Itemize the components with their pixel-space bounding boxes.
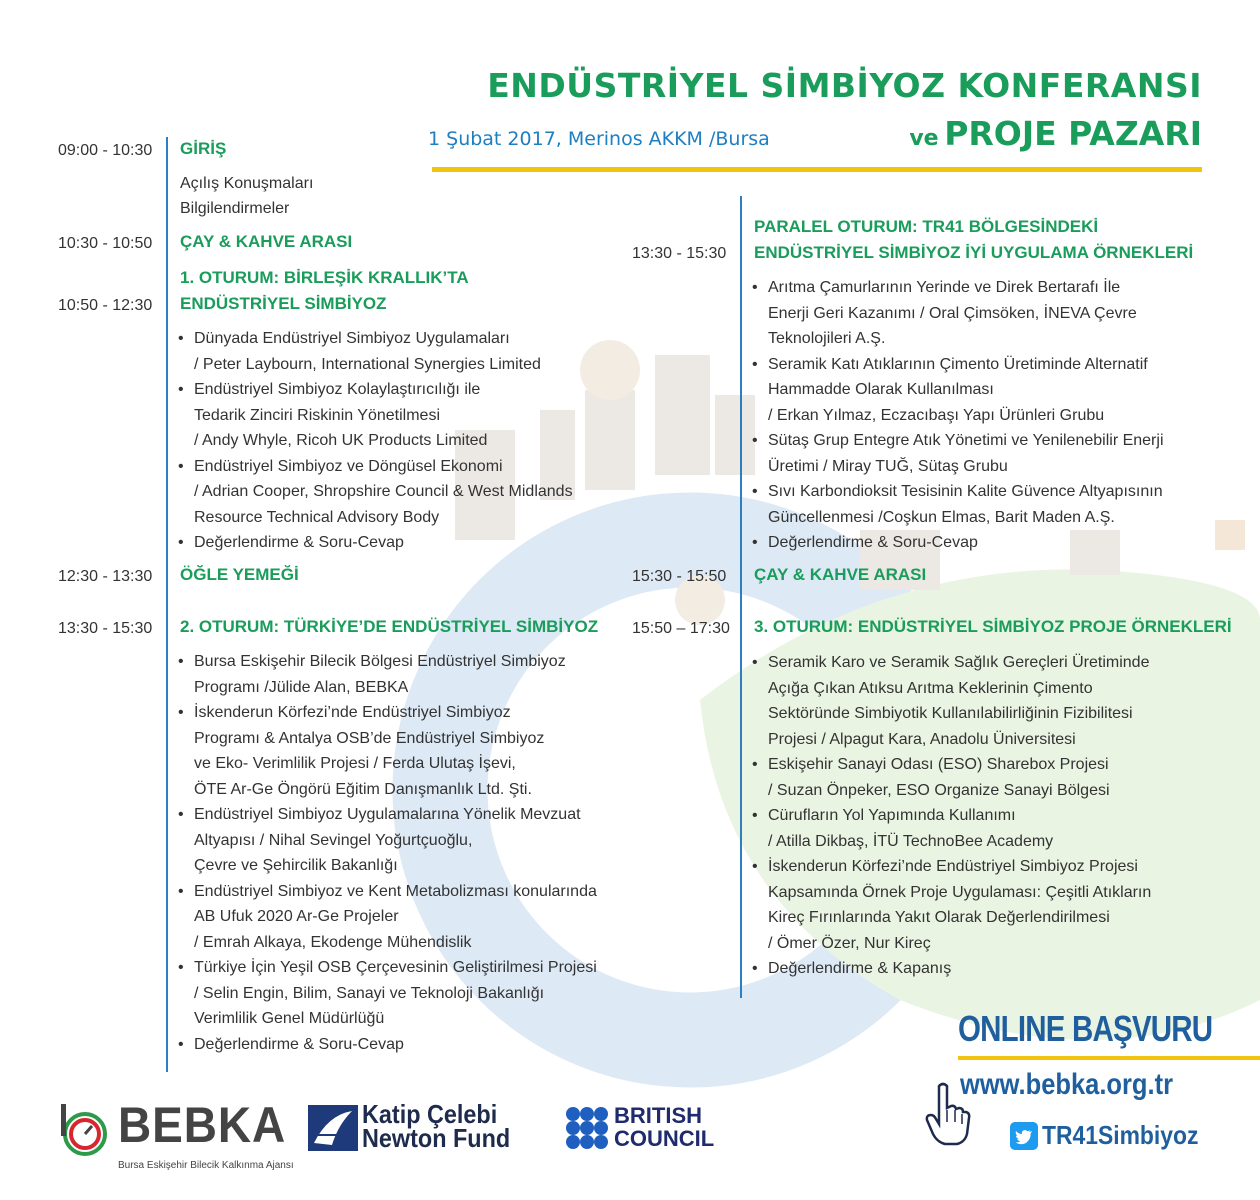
twitter-icon	[1010, 1122, 1038, 1150]
list-item: • Arıtma Çamurlarının Yerinde ve Direk Bertarafı İle Enerji Geri Kazanımı / Oral Çimsöken, İNEVA Çevre Teknolojileri A.Ş.	[752, 275, 1164, 352]
time-ogle: 12:30 - 13:30	[58, 568, 153, 585]
section-cay2: ÇAY & KAHVE ARASI	[754, 565, 927, 584]
online-application-heading: ONLINE BAŞVURU	[958, 1008, 1213, 1049]
bebka-logo-icon	[58, 1102, 108, 1158]
time-cay2: 15:30 - 15:50	[632, 568, 727, 585]
section-ogle: ÖĞLE YEMEĞİ	[180, 565, 299, 584]
oturum1-list	[178, 326, 573, 556]
katip-celebi-newton-fund	[362, 1099, 511, 1153]
oturum2-list	[178, 649, 597, 1057]
giris-item-1: Açılış Konuşmaları	[180, 175, 314, 192]
list-item: • Sütaş Grup Entegre Atık Yönetimi ve Yenilenebilir Enerji Üretimi / Miray TUĞ, Sütaş Grubu	[752, 428, 1164, 479]
hand-cursor-icon	[925, 1082, 971, 1146]
katip-name-line2: Newton Fund	[362, 1123, 511, 1153]
british-council-logo-icon	[565, 1106, 609, 1150]
oturum3-list	[752, 650, 1151, 982]
list-item: • Değerlendirme & Kapanış	[752, 956, 1151, 982]
bebka-subtitle: Bursa Eskişehir Bilecik Kalkınma Ajansı	[118, 1160, 294, 1171]
list-item: • Cürufların Yol Yapımında Kullanımı / Atilla Dikbaş, İTÜ TechnoBee Academy	[752, 803, 1151, 854]
list-item: • İskenderun Körfezi’nde Endüstriyel Simbiyoz Programı & Antalya OSB’de Endüstriyel Simbiyoz ve Eko- Verimlilik Projesi / Ferda Ulutaş İşevi, ÖTE Ar-Ge Öngörü Eğitim Danışmanlık Ltd. Şti.	[178, 700, 597, 802]
list-item: • Endüstriyel Simbiyoz Uygulamalarına Yönelik Mevzuat Altyapısı / Nihal Sevingel Yoğurtçuoğlu, Çevre ve Şehircilik Bakanlığı	[178, 802, 597, 879]
section-giris: GİRİŞ	[180, 139, 227, 158]
section-cay1: ÇAY & KAHVE ARASI	[180, 232, 353, 251]
title-ve: ve	[909, 126, 939, 151]
section-oturum1-l1: 1. OTURUM: BİRLEŞİK KRALLIK’TA	[180, 268, 469, 287]
time-oturum3: 15:50 – 17:30	[632, 620, 730, 637]
list-item: • Eskişehir Sanayi Odası (ESO) Sharebox Projesi / Suzan Önpeker, ESO Organize Sanayi Bölgesi	[752, 752, 1151, 803]
right-timeline-line	[740, 196, 742, 998]
section-paralel-l2: ENDÜSTRİYEL SİMBİYOZ İYİ UYGULAMA ÖRNEKLERİ	[754, 243, 1194, 262]
list-item: • Değerlendirme & Soru-Cevap	[178, 530, 573, 556]
list-item: • Endüstriyel Simbiyoz Kolaylaştırıcılığı ile Tedarik Zinciri Riskinin Yönetilmesi / Andy Whyle, Ricoh UK Products Limited	[178, 377, 573, 454]
giris-item-2: Bilgilendirmeler	[180, 200, 290, 217]
list-item: • Değerlendirme & Soru-Cevap	[178, 1032, 597, 1058]
section-oturum1-l2: ENDÜSTRİYEL SİMBİYOZ	[180, 294, 387, 313]
time-oturum1: 10:50 - 12:30	[58, 297, 153, 314]
date-location: 1 Şubat 2017, Merinos AKKM /Bursa	[428, 128, 770, 150]
british-council-name	[614, 1104, 714, 1150]
left-timeline-line	[166, 137, 168, 1072]
header-divider	[432, 167, 1202, 172]
conference-title-line2	[800, 114, 1202, 153]
list-item: • Endüstriyel Simbiyoz ve Döngüsel Ekonomi / Adrian Cooper, Shropshire Council & West Midlands Resource Technical Advisory Body	[178, 454, 573, 531]
time-paralel: 13:30 - 15:30	[632, 245, 727, 262]
bc-name-line1: BRITISH	[614, 1103, 702, 1128]
list-item: • Seramik Katı Atıklarının Çimento Üretiminde Alternatif Hammadde Olarak Kullanılması / Erkan Yılmaz, Eczacıbaşı Yapı Ürünleri Grubu	[752, 352, 1164, 429]
list-item: • Seramik Karo ve Seramik Sağlık Gereçleri Üretiminde Açığa Çıkan Atıksu Arıtma Keklerinin Çimento Sektöründe Simbiyotik Kullanılabilirliğinin Fizibilitesi Projesi / Alpagut Kara, Anadolu Üniversitesi	[752, 650, 1151, 752]
katip-name-line1: Katip Çelebi	[362, 1099, 498, 1129]
website-link[interactable]: www.bebka.org.tr	[960, 1068, 1174, 1101]
bebka-name: BEBKA	[118, 1097, 287, 1153]
list-item: • İskenderun Körfezi’nde Endüstriyel Simbiyoz Projesi Kapsamında Örnek Proje Uygulaması: Çeşitli Atıkların Kireç Fırınlarında Yakıt Olarak Değerlendirilmesi / Ömer Özer, Nur Kireç	[752, 854, 1151, 956]
list-item: • Türkiye İçin Yeşil OSB Çerçevesinin Geliştirilmesi Projesi / Selin Engin, Bilim, Sanayi ve Teknoloji Bakanlığı Verimlilik Genel Müdürlüğü	[178, 955, 597, 1032]
list-item: • Endüstriyel Simbiyoz ve Kent Metabolizması konularında AB Ufuk 2020 Ar-Ge Projeler / Emrah Alkaya, Ekodenge Mühendislik	[178, 879, 597, 956]
paralel-list	[752, 275, 1164, 556]
time-cay1: 10:30 - 10:50	[58, 235, 153, 252]
newton-fund-logo-icon	[308, 1105, 358, 1151]
time-oturum2: 13:30 - 15:30	[58, 620, 153, 637]
twitter-handle[interactable]: TR41Simbiyoz	[1042, 1120, 1199, 1150]
list-item: • Bursa Eskişehir Bilecik Bölgesi Endüstriyel Simbiyoz Programı /Jülide Alan, BEBKA	[178, 649, 597, 700]
conference-title: ENDÜSTRİYEL SİMBİYOZ KONFERANSI	[487, 66, 1202, 105]
online-divider	[958, 1056, 1260, 1060]
time-giris: 09:00 - 10:30	[58, 142, 153, 159]
list-item: • Dünyada Endüstriyel Simbiyoz Uygulamaları / Peter Laybourn, International Synergies Limited	[178, 326, 573, 377]
title-proje-pazari: PROJE PAZARI	[944, 114, 1202, 153]
bc-name-line2: COUNCIL	[614, 1126, 715, 1151]
section-oturum2: 2. OTURUM: TÜRKİYE’DE ENDÜSTRİYEL SİMBİYOZ	[180, 617, 599, 636]
section-paralel-l1: PARALEL OTURUM: TR41 BÖLGESİNDEKİ	[754, 217, 1099, 236]
section-oturum3: 3. OTURUM: ENDÜSTRİYEL SİMBİYOZ PROJE ÖRNEKLERİ	[754, 617, 1232, 636]
list-item: • Sıvı Karbondioksit Tesisinin Kalite Güvence Altyapısının Güncellenmesi /Coşkun Elmas, Barit Maden A.Ş.	[752, 479, 1164, 530]
list-item: • Değerlendirme & Soru-Cevap	[752, 530, 1164, 556]
